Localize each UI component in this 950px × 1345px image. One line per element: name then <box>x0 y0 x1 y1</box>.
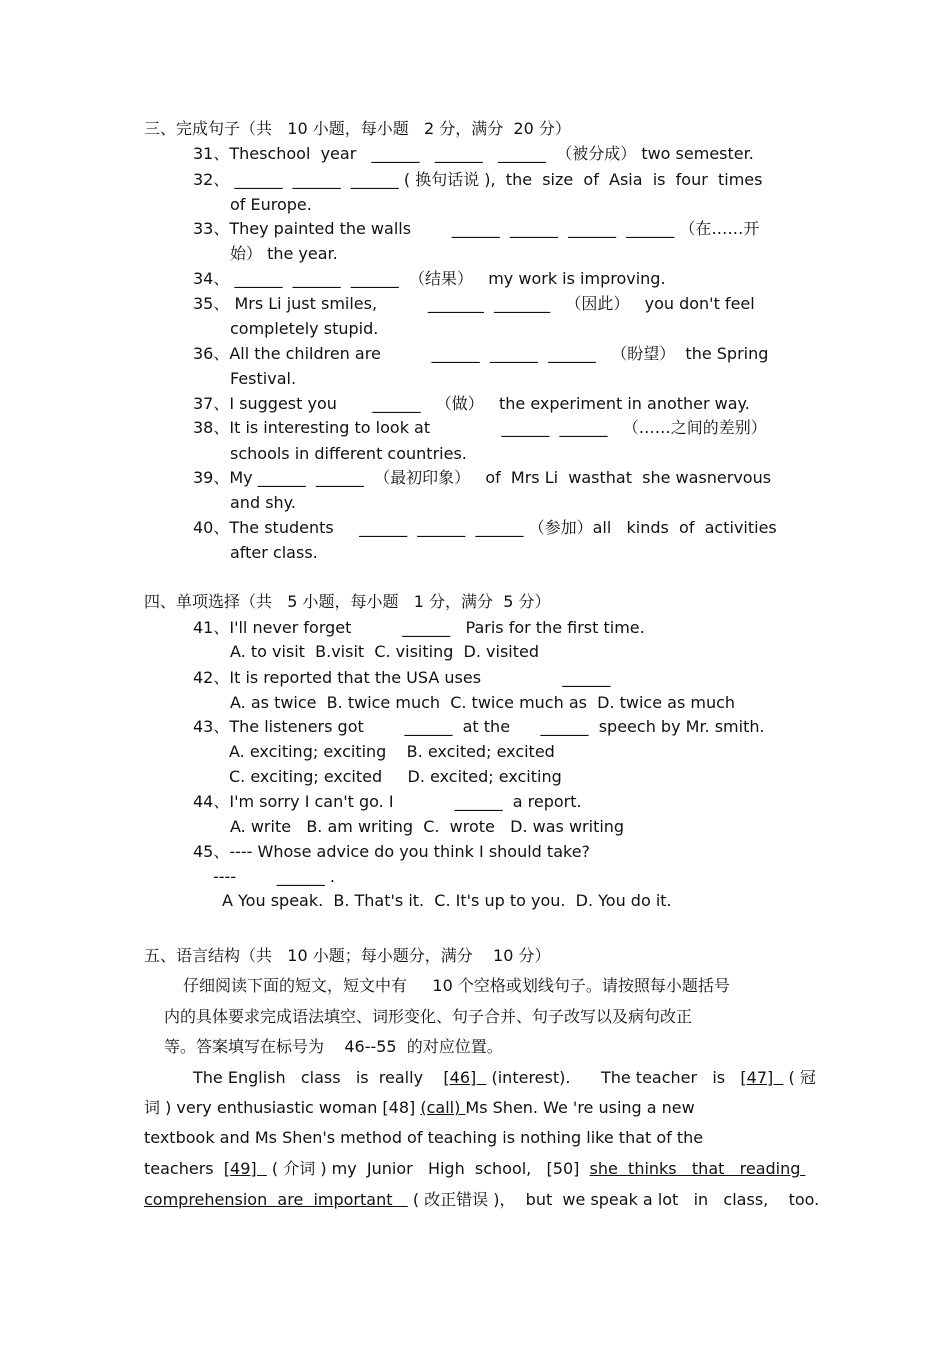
question-37: 37、I suggest you ______ （做） the experiment in another way. <box>193 394 750 413</box>
passage-text: The English class is really <box>193 1068 444 1087</box>
section-5-heading: 五、语言结构（共 10 小题；每小题分，满分 10 分） <box>144 946 551 965</box>
question-31: 31、Theschool year ______ ______ ______ （被分成） two semester. <box>193 144 754 163</box>
passage-line-4 <box>144 1158 806 1180</box>
blank-48-hint: (call) <box>420 1098 466 1117</box>
question-45-options: A You speak. B. That's it. C. It's up to you. D. You do it. <box>222 891 672 910</box>
section-3-heading: 三、完成句子（共 10 小题，每小题 2 分，满分 20 分） <box>144 119 571 138</box>
section-5-intro-1: 仔细阅读下面的短文，短文中有 10 个空格或划线句子。请按照每小题括号 <box>183 976 730 995</box>
passage-line-5 <box>144 1189 819 1211</box>
question-43-options-2: C. exciting; excited D. excited; exciting <box>229 767 562 786</box>
question-44-options: A. write B. am writing C. wrote D. was writing <box>230 817 625 836</box>
question-32-cont: of Europe. <box>230 195 312 214</box>
blank-49: [49] <box>223 1159 267 1178</box>
question-38-cont: schools in different countries. <box>230 444 467 463</box>
question-33-cont: 始） the year. <box>230 244 338 263</box>
passage-text: ( 冠 <box>783 1068 816 1087</box>
question-32: 32、 ______ ______ ______ ( 换句话说 ), the size of Asia is four times <box>193 170 763 189</box>
passage-line-2 <box>144 1097 695 1119</box>
question-36: 36、All the children are ______ ______ ______ （盼望） the Spring <box>193 344 769 363</box>
underlined-sentence-50-cont: comprehension are important <box>144 1190 408 1209</box>
section-5-intro-2: 内的具体要求完成语法填空、词形变化、句子合并、句子改写以及病句改正 <box>164 1007 693 1026</box>
blank-47: [47] <box>740 1068 784 1087</box>
question-39: 39、My ______ ______ （最初印象） of Mrs Li wasthat she wasnervous <box>193 468 772 487</box>
question-40: 40、The students ______ ______ ______ （参加）all kinds of activities <box>193 518 777 537</box>
question-34: 34、 ______ ______ ______ （结果） my work is improving. <box>193 269 666 288</box>
underlined-sentence-50: she thinks that reading <box>589 1159 806 1178</box>
passage-text: (interest). The teacher is <box>486 1068 741 1087</box>
question-35-cont: completely stupid. <box>230 319 379 338</box>
passage-line-1 <box>193 1067 816 1089</box>
question-35: 35、 Mrs Li just smiles, _______ _______ （因此） you don't feel <box>193 294 755 313</box>
passage-text: 词 ) very enthusiastic woman [48] <box>144 1098 421 1117</box>
passage-text: teachers <box>144 1159 224 1178</box>
question-33: 33、They painted the walls ______ ______ ______ ______ （在……开 <box>193 219 760 238</box>
section-5-intro-3: 等。答案填写在标号为 46--55 的对应位置。 <box>164 1037 503 1056</box>
question-42: 42、It is reported that the USA uses ______ <box>193 668 611 687</box>
question-45: 45、---- Whose advice do you think I should take? <box>193 842 591 861</box>
question-42-options: A. as twice B. twice much C. twice much as D. twice as much <box>230 693 736 712</box>
question-40-cont: after class. <box>230 543 318 562</box>
question-43: 43、The listeners got ______ at the ______ speech by Mr. smith. <box>193 717 765 736</box>
question-41-options: A. to visit B.visit C. visiting D. visited <box>230 642 540 661</box>
question-36-cont: Festival. <box>230 369 297 388</box>
question-43-options-1: A. exciting; exciting B. excited; excited <box>229 742 555 761</box>
passage-text: ( 介词 ) my Junior High school, [50] <box>266 1159 590 1178</box>
question-41: 41、I'll never forget ______ Paris for the first time. <box>193 618 645 637</box>
blank-46: [46] <box>443 1068 487 1087</box>
section-4-heading: 四、单项选择（共 5 小题，每小题 1 分，满分 5 分） <box>144 592 551 611</box>
passage-line-3: textbook and Ms Shen's method of teaching is nothing like that of the <box>144 1128 704 1147</box>
question-38: 38、It is interesting to look at ______ ______ （……之间的差别） <box>193 418 767 437</box>
passage-text: Ms Shen. We 're using a new <box>465 1098 695 1117</box>
question-44: 44、I'm sorry I can't go. I ______ a report. <box>193 792 582 811</box>
question-39-cont: and shy. <box>230 493 296 512</box>
question-45-answer-line: ---- ______ . <box>213 867 335 886</box>
passage-text: ( 改正错误 )， but we speak a lot in class, too. <box>407 1190 820 1209</box>
